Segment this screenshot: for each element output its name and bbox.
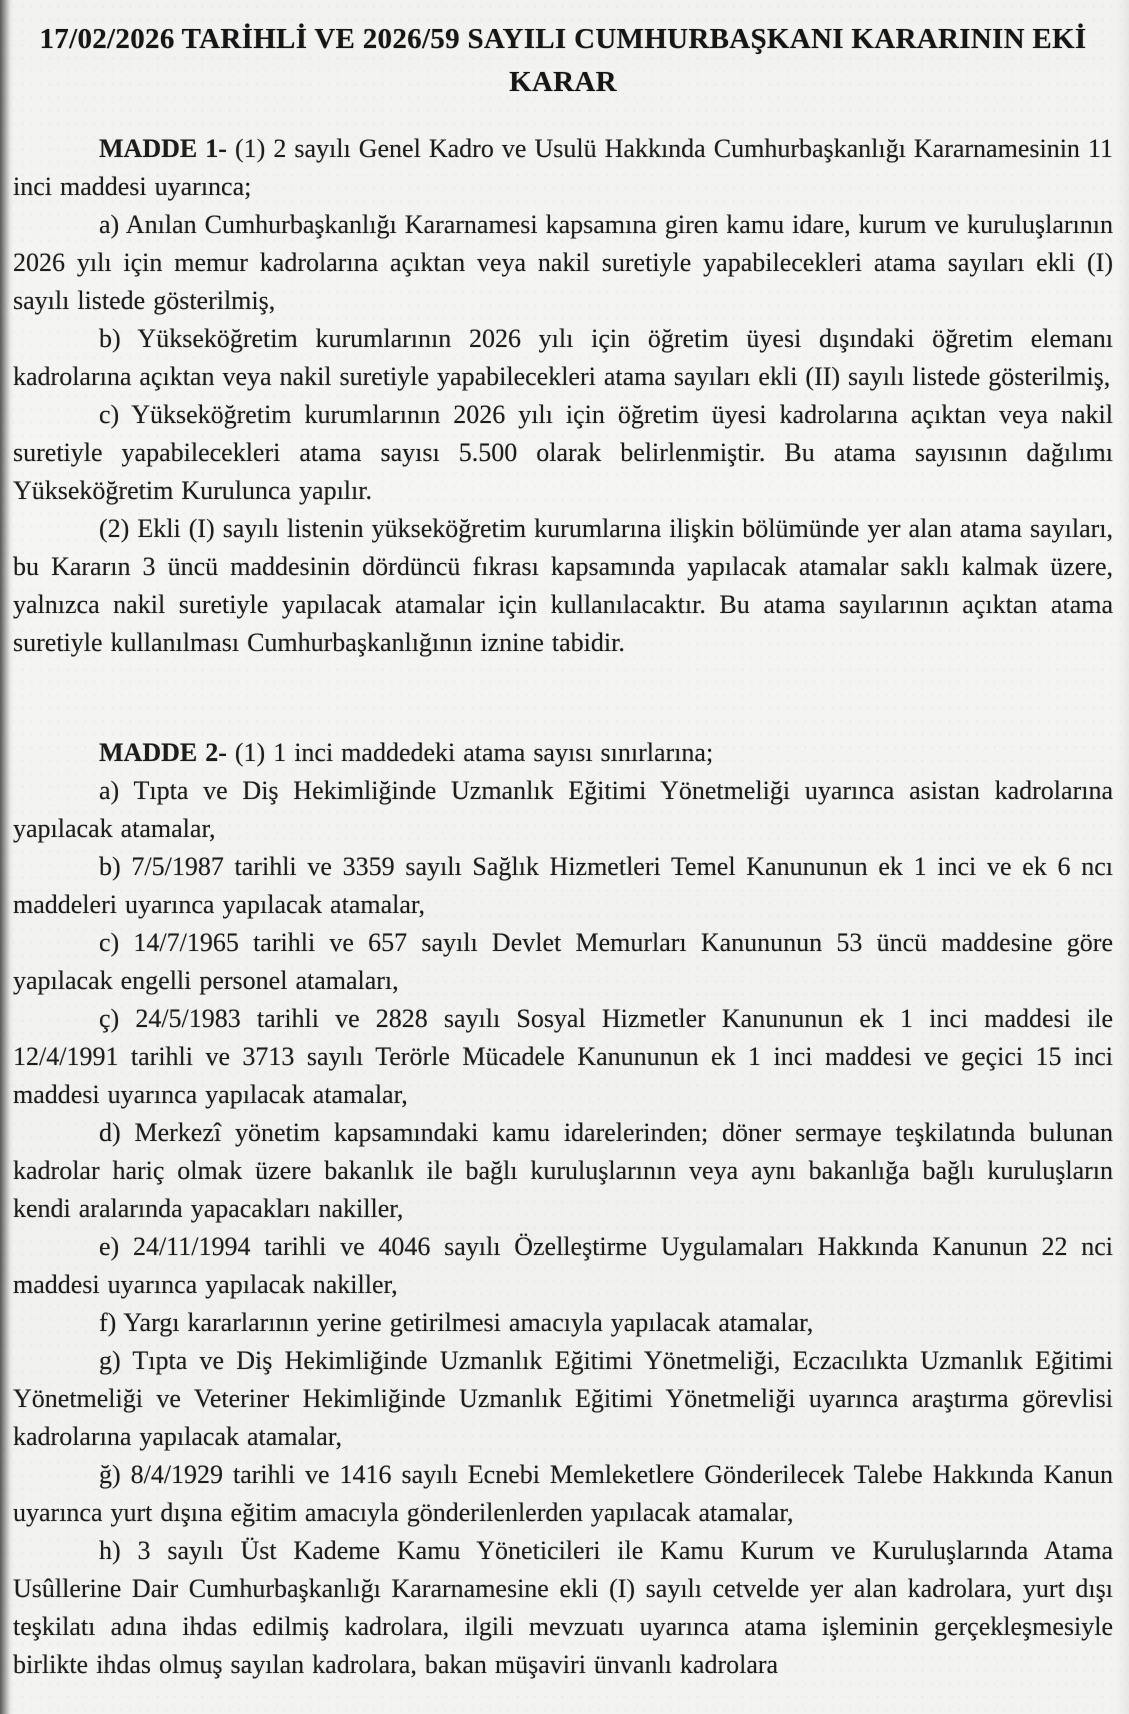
madde-1-item-c-text: c) Yükseköğretim kurumlarının 2026 yılı için öğretim üyesi kadrolarına açıktan veya nakil suretiyle yapabilecekleri atama sayısı 5.500 olarak belirlenmiştir. Bu atama sayısının dağılımı Yükseköğretim Kurulunca yapılır.: [13, 400, 1113, 505]
madde-1-paragraph-1-text: (1) 2 sayılı Genel Kadro ve Usulü Hakkında Cumhurbaşkanlığı Kararnamesinin 11 inci maddesi uyarınca;: [13, 134, 1114, 201]
madde-2-item-b: [13, 848, 1113, 924]
madde-2-item-f-text: f) Yargı kararlarının yerine getirilmesi amacıyla yapılacak atamalar,: [99, 1308, 814, 1337]
madde-2-item-c-text: c) 14/7/1965 tarihli ve 657 sayılı Devlet Memurları Kanununun 53 üncü maddesine göre yapılacak engelli personel atamaları,: [13, 928, 1113, 995]
madde-2-item-a: [13, 772, 1113, 848]
scan-left-edge-shadow: [0, 0, 13, 1714]
scan-right-edge-shadow: [1117, 0, 1129, 1714]
madde-2-item-f: [13, 1304, 1113, 1342]
madde-2-paragraph-1: [13, 734, 1113, 772]
madde-2-item-c-cedilla-text: ç) 24/5/1983 tarihli ve 2828 sayılı Sosyal Hizmetler Kanununun ek 1 inci maddesi ile 12/4/1991 tarihli ve 3713 sayılı Terörle Mücadele Kanununun ek 1 inci maddesi ve geçici 15 inci maddesi uyarınca yapılacak atamalar,: [13, 1004, 1113, 1109]
madde-2-item-d: [13, 1114, 1113, 1228]
madde-2-item-a-text: a) Tıpta ve Diş Hekimliğinde Uzmanlık Eğitimi Yönetmeliği uyarınca asistan kadrolarına yapılacak atamalar,: [13, 776, 1113, 843]
madde-1-item-b: [13, 320, 1113, 396]
madde-2-item-h-text: h) 3 sayılı Üst Kademe Kamu Yöneticileri ile Kamu Kurum ve Kuruluşlarında Atama Usûllerine Dair Cumhurbaşkanlığı Kararnamesine ekli (I) sayılı cetvelde yer alan kadrolara, yurt dışı teşkilatı adına ihdas edilmiş kadrolara, ilgili mevzuatı uyarınca atama işleminin gerçekleşmesiyle birlikte ihdas olmuş sayılan kadrolara, bakan müşaviri ünvanlı kadrolara: [13, 1536, 1113, 1679]
madde-1-item-b-text: b) Yükseköğretim kurumlarının 2026 yılı için öğretim üyesi dışındaki öğretim elemanı kadrolarına açıktan veya nakil suretiyle yapabilecekleri atama sayıları ekli (II) sayılı listede gösterilmiş,: [13, 324, 1113, 391]
madde-2-item-g-breve-text: ğ) 8/4/1929 tarihli ve 1416 sayılı Ecnebi Memleketlere Gönderilecek Talebe Hakkında Kanun uyarınca yurt dışına eğitim amacıyla gönderilenlerden yapılacak atamalar,: [13, 1460, 1113, 1527]
madde-2-paragraph-1-text: (1) 1 inci maddedeki atama sayısı sınırlarına;: [226, 738, 714, 767]
madde-2-item-g-text: g) Tıpta ve Diş Hekimliğinde Uzmanlık Eğitimi Yönetmeliği, Eczacılıkta Uzmanlık Eğitimi Yönetmeliği ve Veteriner Hekimliğinde Uzmanlık Eğitimi Yönetmeliği uyarınca araştırma görevlisi kadrolarına yapılacak atamalar,: [13, 1346, 1113, 1451]
madde-2-item-c: [13, 924, 1113, 1000]
madde-2-item-g: [13, 1342, 1113, 1456]
madde-1-item-a-text: a) Anılan Cumhurbaşkanlığı Kararnamesi kapsamına giren kamu idare, kurum ve kuruluşlarının 2026 yılı için memur kadrolarına açıktan veya nakil suretiyle yapabilecekleri atama sayıları ekli (I) sayılı listede gösterilmiş,: [13, 210, 1113, 315]
madde-1-label: MADDE 1-: [99, 134, 227, 163]
decree-title: [13, 18, 1113, 104]
madde-2-item-b-text: b) 7/5/1987 tarihli ve 3359 sayılı Sağlık Hizmetleri Temel Kanununun ek 1 inci ve ek 6 ncı maddeleri uyarınca yapılacak atamalar,: [13, 852, 1113, 919]
madde-2-item-d-text: d) Merkezî yönetim kapsamındaki kamu idarelerinden; döner sermaye teşkilatında bulunan kadrolar hariç olmak üzere bakanlık ile bağlı kuruluşlarının veya aynı bakanlığa bağlı kuruluşların kendi aralarında yapacakları nakiller,: [13, 1118, 1113, 1223]
madde-2-label: MADDE 2-: [99, 738, 227, 767]
madde-1-paragraph-1: [13, 130, 1113, 206]
decree-title-line1: 17/02/2026 TARİHLİ VE 2026/59 SAYILI CUMHURBAŞKANI KARARININ EKİ: [39, 23, 1087, 55]
madde-1-paragraph-2: [13, 510, 1113, 662]
madde-2-item-c-cedilla: [13, 1000, 1113, 1114]
madde-2-item-e-text: e) 24/11/1994 tarihli ve 4046 sayılı Özelleştirme Uygulamaları Hakkında Kanunun 22 nci maddesi uyarınca yapılacak nakiller,: [13, 1232, 1113, 1299]
madde-1-item-a: [13, 206, 1113, 320]
madde-1-paragraph-2-text: (2) Ekli (I) sayılı listenin yükseköğretim kurumlarına ilişkin bölümünde yer alan atama sayıları, bu Kararın 3 üncü maddesinin dördüncü fıkrası kapsamında yapılacak atamalar saklı kalmak üzere, yalnızca nakil suretiyle yapılacak atamalar için kullanılacaktır. Bu atama sayılarının açıktan atama suretiyle kullanılması Cumhurbaşkanlığının iznine tabidir.: [13, 514, 1113, 657]
decree-title-line2: KARAR: [509, 66, 617, 98]
madde-2-item-g-breve: [13, 1456, 1113, 1532]
madde-2-item-e: [13, 1228, 1113, 1304]
madde-2-item-h: [13, 1532, 1113, 1684]
madde-1-item-c: [13, 396, 1113, 510]
